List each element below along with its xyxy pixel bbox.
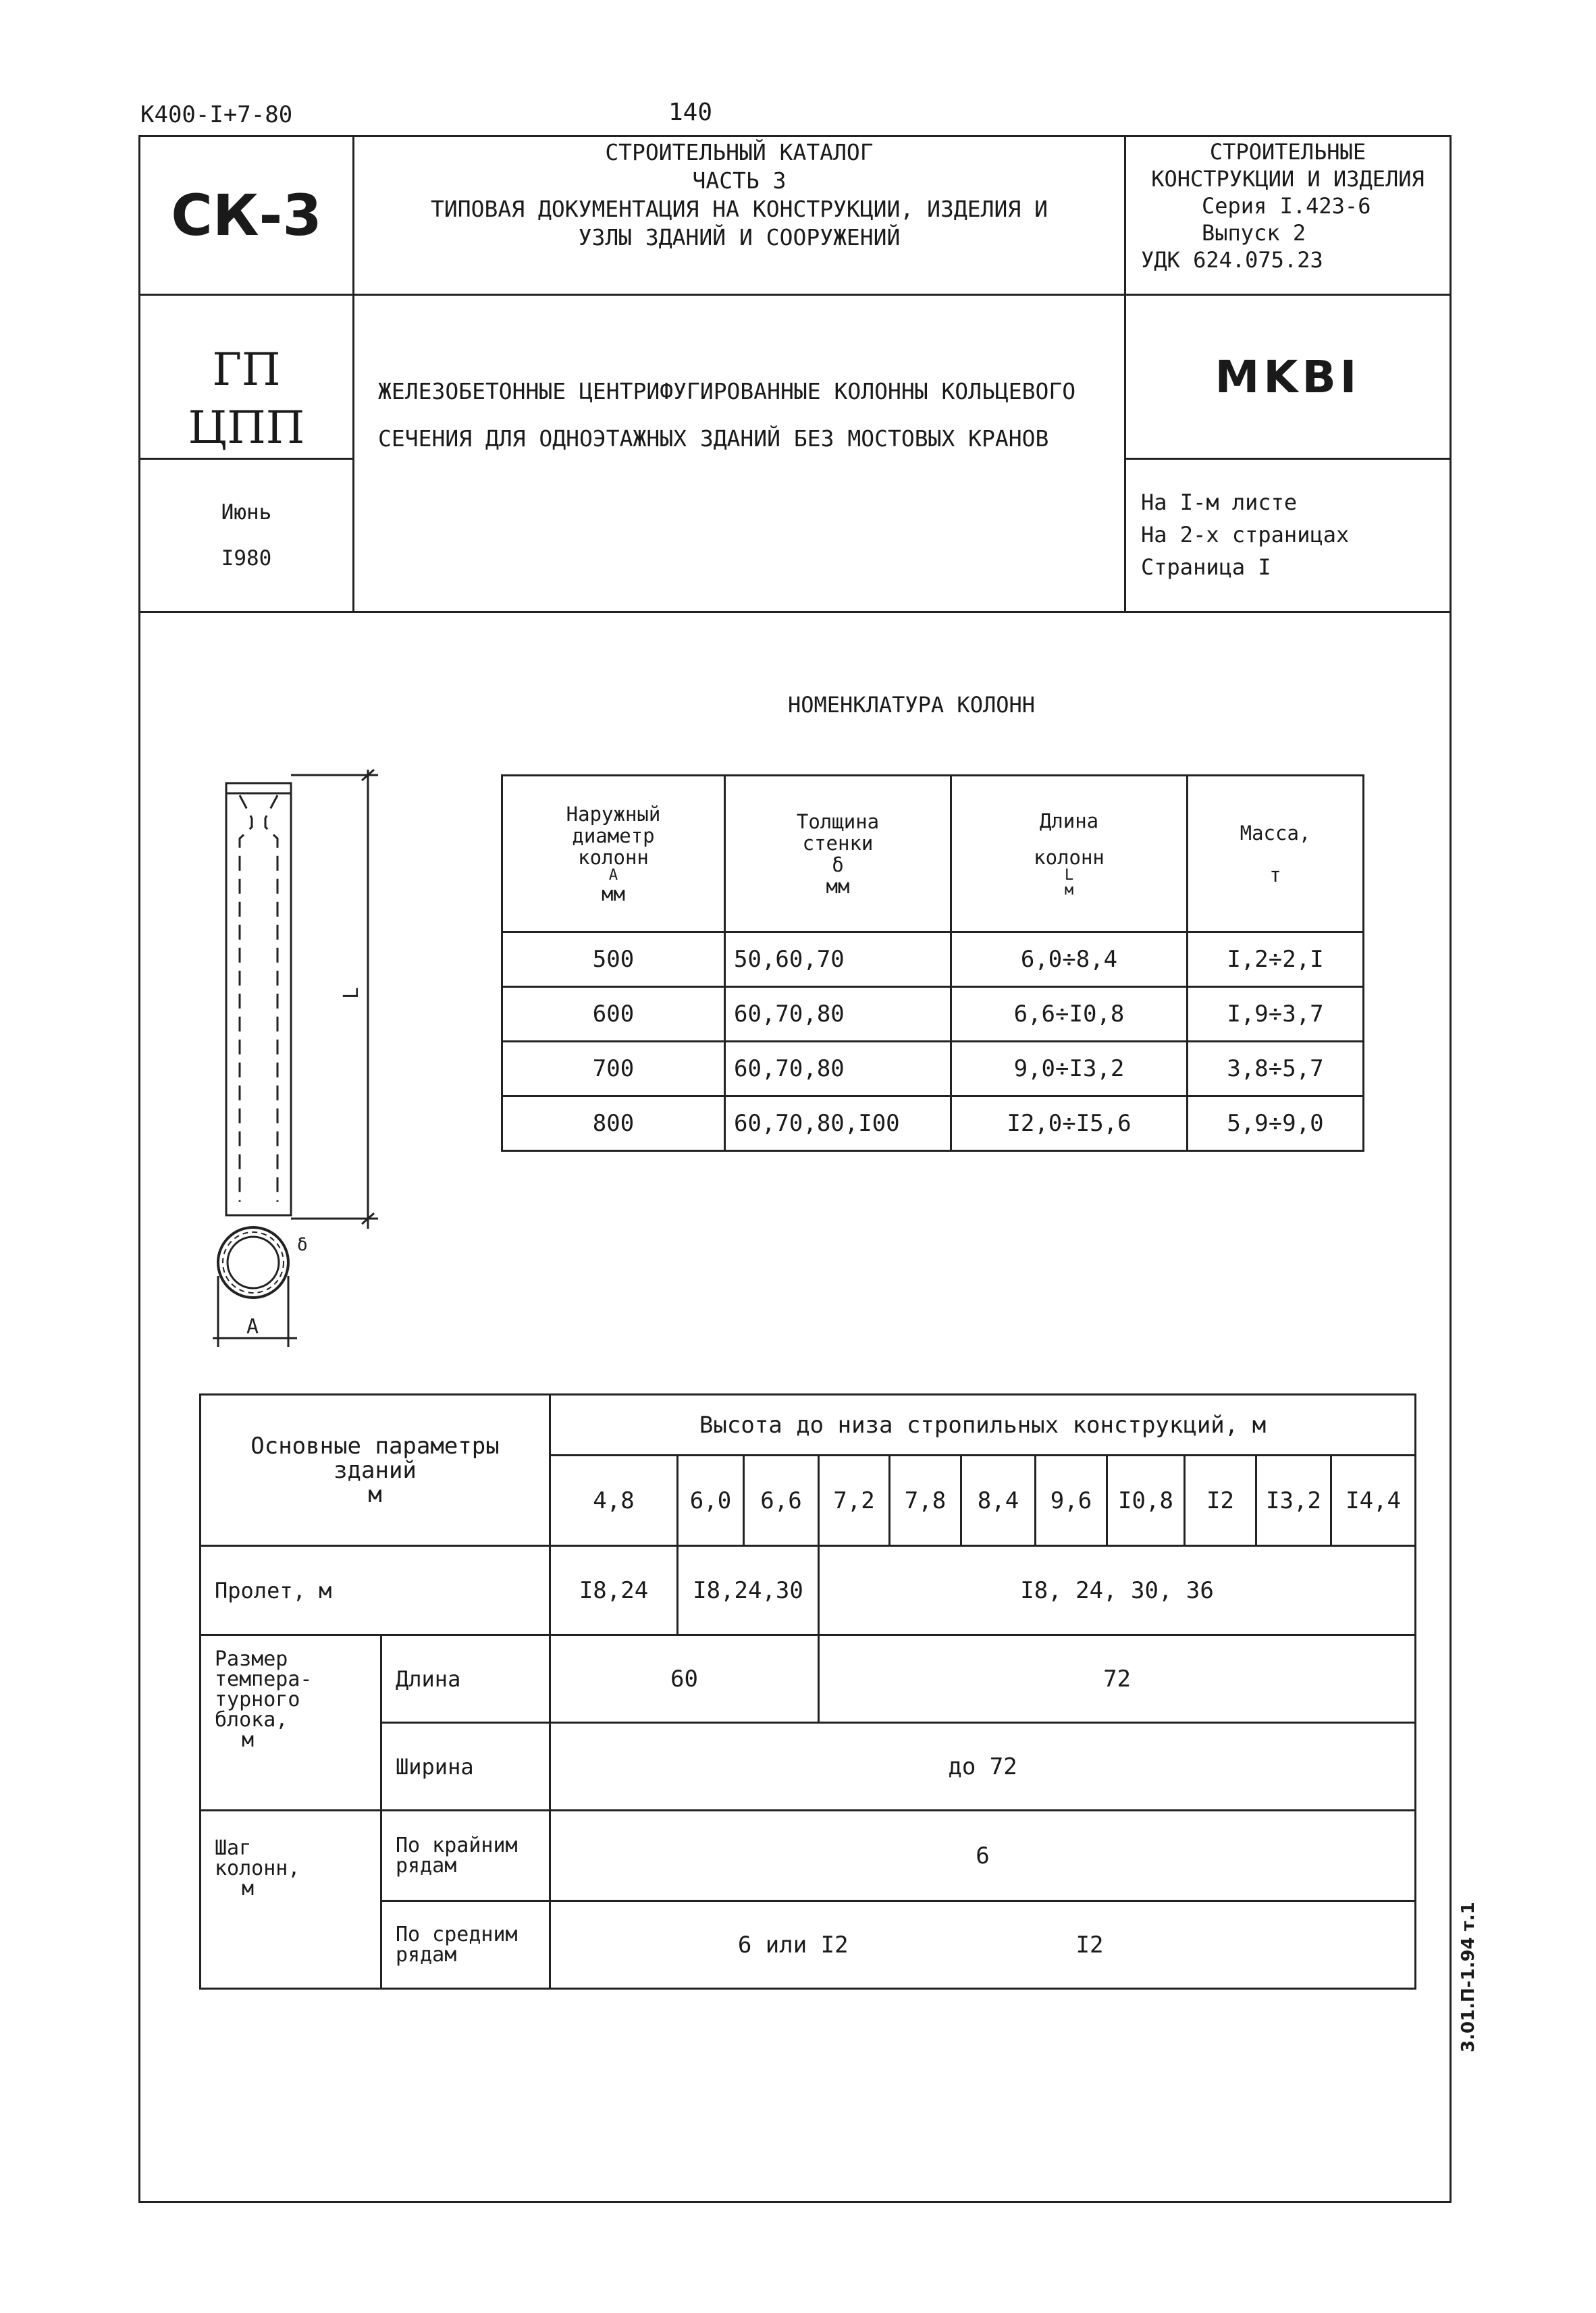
- catalog-stamp: 3.01.П-1.94 т.1: [1458, 1902, 1479, 2052]
- mass-cell: 3,8÷5,7: [1188, 1042, 1364, 1096]
- header-divider-4: [138, 611, 1452, 613]
- mass-cell: I,2÷2,I: [1188, 932, 1364, 987]
- span-label: Пролет, м: [201, 1546, 550, 1635]
- sheet-line: На I-м листе: [1141, 489, 1298, 515]
- diameter-cell: 500: [502, 932, 725, 987]
- height-cell: 8,4: [961, 1456, 1036, 1546]
- document-title: [378, 368, 1114, 462]
- wall-cell: 60,70,80: [725, 987, 951, 1042]
- length-label: L: [340, 986, 363, 999]
- catalog-line: ЧАСТЬ 3: [692, 167, 787, 194]
- width-value: до 72: [550, 1723, 1416, 1811]
- table-row: [502, 987, 1364, 1042]
- span-row: [201, 1546, 1416, 1635]
- series-info-block: [1127, 138, 1448, 273]
- series-info-line: КОНСТРУКЦИИ И ИЗДЕЛИЯ: [1151, 166, 1425, 192]
- header-divider-1: [138, 294, 1452, 296]
- wall-cell: 60,70,80,I00: [725, 1096, 951, 1151]
- title-line: ЖЕЛЕЗОБЕТОННЫЕ ЦЕНТРИФУГИРОВАННЫЕ КОЛОННЫ КОЛЬЦЕВОГО: [378, 378, 1076, 404]
- udc-code: УДК 624.075.23: [1141, 247, 1323, 273]
- span-value: I8,24,30: [678, 1546, 819, 1635]
- column-section-inner: [228, 1237, 279, 1288]
- organization-block: [142, 341, 351, 457]
- nomenclature-header-row: [502, 776, 1364, 932]
- height-cell: 9,6: [1036, 1456, 1107, 1546]
- catalog-block: [354, 138, 1124, 252]
- height-cell: I3,2: [1256, 1456, 1331, 1546]
- wall-cell: 50,60,70: [725, 932, 951, 987]
- table-row: [502, 932, 1364, 987]
- length-cell: 6,6÷I0,8: [951, 987, 1188, 1042]
- length-cell: I2,0÷I5,6: [951, 1096, 1188, 1151]
- catalog-line: УЗЛЫ ЗДАНИЙ И СООРУЖЕНИЙ: [578, 224, 901, 250]
- column-header-mass: Масса, т: [1188, 776, 1364, 932]
- width-label: Ширина: [381, 1723, 550, 1811]
- height-header: Высота до низа стропильных конструкций, м: [550, 1395, 1416, 1456]
- span-value: I8,24: [550, 1546, 678, 1635]
- parameters-corner-header: Основные параметры зданий м: [201, 1395, 550, 1546]
- issue-month: Июнь: [221, 500, 272, 525]
- header-divider-3: [1124, 458, 1452, 460]
- series-number: Серия I.423-6: [1202, 193, 1371, 219]
- temperature-block-label: Размер темпера- турного блока, м: [201, 1635, 381, 1811]
- column-section-outer: [218, 1227, 288, 1298]
- table-row: [502, 1042, 1364, 1096]
- span-value: I8, 24, 30, 36: [819, 1546, 1416, 1635]
- length-value: 72: [819, 1635, 1416, 1723]
- org-line: ЦПП: [188, 402, 305, 454]
- column-drawing: [203, 763, 392, 1357]
- height-cell: 7,8: [890, 1456, 961, 1546]
- catalog-line: СТРОИТЕЛЬНЫЙ КАТАЛОГ: [605, 139, 874, 165]
- diameter-cell: 800: [502, 1096, 725, 1151]
- document-code: K400-I+7-80: [140, 101, 293, 128]
- header-vdivider-2: [1124, 135, 1126, 611]
- block-width-row: [201, 1723, 1416, 1811]
- nomenclature-table: [501, 774, 1364, 1152]
- height-cell: 7,2: [819, 1456, 890, 1546]
- diameter-cell: 600: [502, 987, 725, 1042]
- length-cell: 9,0÷I3,2: [951, 1042, 1188, 1096]
- height-cell: I4,4: [1331, 1456, 1416, 1546]
- page-number: 140: [668, 99, 713, 126]
- length-cell: 6,0÷8,4: [951, 932, 1188, 987]
- sheet-line: Страница I: [1141, 554, 1271, 580]
- wall-label: δ: [297, 1235, 308, 1255]
- org-line: ГП: [212, 344, 281, 396]
- series-badge: СК-3: [171, 182, 322, 248]
- column-header-diameter: Наружный диаметр колонн A мм: [502, 776, 725, 932]
- height-cell: I0,8: [1107, 1456, 1185, 1546]
- table-row: [502, 1096, 1364, 1151]
- sheet-info: [1141, 486, 1349, 583]
- block-length-row: [201, 1635, 1416, 1723]
- outer-rows-value: 6: [550, 1811, 1416, 1901]
- series-info-line: СТРОИТЕЛЬНЫЕ: [1209, 139, 1366, 165]
- length-label: Длина: [381, 1635, 550, 1723]
- height-cell: 6,6: [744, 1456, 819, 1546]
- middle-rows-value: 6 или I2: [550, 1901, 1036, 1989]
- column-header-wall: Толщина стенки δ мм: [725, 776, 951, 932]
- nomenclature-title: НОМЕНКЛАТУРА КОЛОНН: [787, 692, 1036, 718]
- issue-number: Выпуск 2: [1202, 220, 1306, 246]
- middle-rows-value: I2: [1036, 1901, 1416, 1989]
- column-header-length: Длина колонн L м: [951, 776, 1188, 932]
- middle-rows-row: [201, 1901, 1416, 1989]
- issue-year: I980: [221, 546, 272, 570]
- header-divider-2: [138, 458, 354, 460]
- length-value: 60: [550, 1635, 819, 1723]
- middle-rows-label: По средним рядам: [381, 1901, 550, 1989]
- height-cell: 4,8: [550, 1456, 678, 1546]
- height-cell: I2: [1185, 1456, 1256, 1546]
- wall-cell: 60,70,80: [725, 1042, 951, 1096]
- outer-rows-row: [201, 1811, 1416, 1901]
- outer-rows-label: По крайним рядам: [381, 1811, 550, 1901]
- column-elevation: [226, 783, 291, 1215]
- column-pitch-label: Шаг колонн, м: [201, 1811, 381, 1989]
- title-line: СЕЧЕНИЯ ДЛЯ ОДНОЭТАЖНЫХ ЗДАНИЙ БЕЗ МОСТОВЫХ КРАНОВ: [378, 425, 1049, 452]
- diameter-cell: 700: [502, 1042, 725, 1096]
- mass-cell: 5,9÷9,0: [1188, 1096, 1364, 1151]
- building-parameters-table: [199, 1393, 1416, 1990]
- height-cell: 6,0: [678, 1456, 744, 1546]
- diameter-label: A: [246, 1315, 259, 1339]
- issue-date: [142, 489, 351, 581]
- catalog-line: ТИПОВАЯ ДОКУМЕНТАЦИЯ НА КОНСТРУКЦИИ, ИЗДЕЛИЯ И: [431, 196, 1048, 222]
- sheet-line: На 2-х страницах: [1141, 522, 1350, 548]
- product-code: MKBI: [1215, 351, 1361, 403]
- mass-cell: I,9÷3,7: [1188, 987, 1364, 1042]
